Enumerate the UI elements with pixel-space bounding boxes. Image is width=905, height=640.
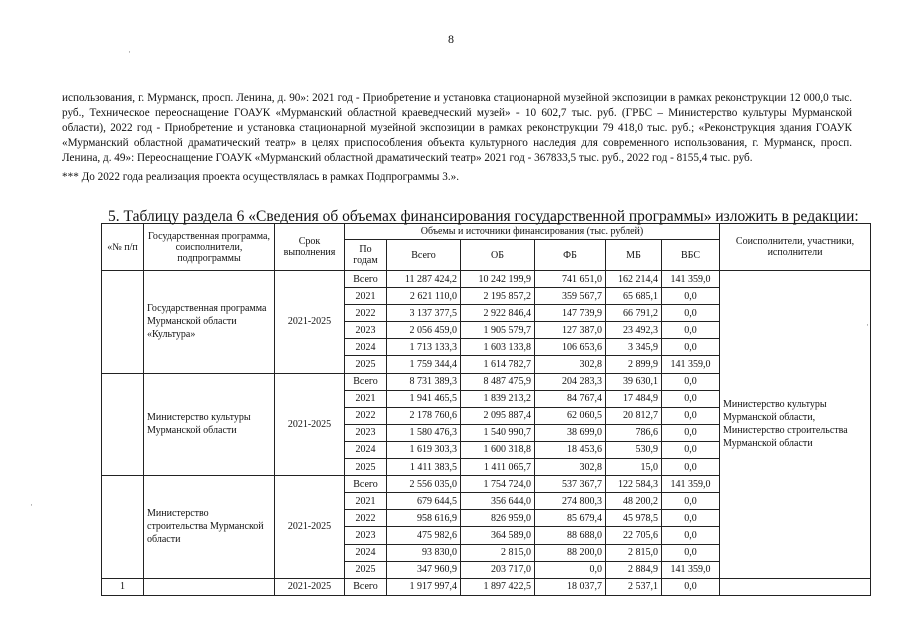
body-paragraph: использования, г. Мурманск, просп. Ленина, д. 90»: 2021 год - Приобретение и установка стационарной музейной экспозиции в рамках реконструкции 12 000,0 тыс. руб., Техническое переоснащение ГОАУК «Мурманский областной краеведческий музей» - 10 602,7 тыс. руб. (ГРБС – Министерство культуры Мурманской области), 2022 год - Приобретение и установка стационарной музейной экспозиции в рамках реконструкции 79 418,0 тыс. руб.; «Реконструкция здания ГОАУК «Мурманский областной драматический театр» в целях приспособления объекта культурного наследия для современного использования, г. Мурманск, просп. Ленина, д. 49»: Переоснащение ГОАУК «Мурманский областной драматический театр» 2021 год - 367833,5 тыс. руб., 2022 год - 8155,4 тыс. руб. [62, 92, 852, 164]
term-cell: 2021-2025 [275, 271, 345, 374]
year-cell: 2025 [345, 356, 387, 373]
year-cell: 2025 [345, 561, 387, 578]
year-cell: Всего [345, 578, 387, 595]
year-cell: 2023 [345, 527, 387, 544]
fb-cell: 147 739,9 [535, 305, 606, 322]
vbs-cell: 141 359,0 [662, 271, 720, 288]
total-cell: 93 830,0 [387, 544, 461, 561]
year-cell: 2024 [345, 544, 387, 561]
mb-cell: 22 705,6 [606, 527, 662, 544]
mb-cell: 3 345,9 [606, 339, 662, 356]
ob-cell: 1 905 579,7 [461, 322, 535, 339]
year-cell: 2022 [345, 305, 387, 322]
ob-cell: 1 754 724,0 [461, 476, 535, 493]
total-cell: 347 960,9 [387, 561, 461, 578]
year-cell: 2025 [345, 459, 387, 476]
year-cell: 2022 [345, 407, 387, 424]
total-cell: 475 982,6 [387, 527, 461, 544]
coexecutors-empty-cell [720, 578, 871, 595]
total-cell: 679 644,5 [387, 493, 461, 510]
mb-cell: 786,6 [606, 424, 662, 441]
total-cell: 1 917 997,4 [387, 578, 461, 595]
total-cell: 8 731 389,3 [387, 373, 461, 390]
ob-cell: 1 603 133,8 [461, 339, 535, 356]
fb-cell: 88 200,0 [535, 544, 606, 561]
mb-cell: 2 815,0 [606, 544, 662, 561]
vbs-cell: 0,0 [662, 407, 720, 424]
fb-cell: 274 800,3 [535, 493, 606, 510]
year-cell: 2024 [345, 441, 387, 458]
fb-cell: 537 367,7 [535, 476, 606, 493]
year-cell: 2022 [345, 510, 387, 527]
total-cell: 11 287 424,2 [387, 271, 461, 288]
term-cell: 2021-2025 [275, 578, 345, 595]
section-heading: 5. Таблицу раздела 6 «Сведения об объемах финансирования государственной программы» изложить в редакции: [108, 208, 859, 225]
table-row [102, 271, 871, 288]
mb-cell: 15,0 [606, 459, 662, 476]
year-cell: 2024 [345, 339, 387, 356]
header-ob: ОБ [461, 240, 535, 271]
vbs-cell: 0,0 [662, 305, 720, 322]
vbs-cell: 141 359,0 [662, 476, 720, 493]
vbs-cell: 0,0 [662, 424, 720, 441]
total-cell: 1 411 383,5 [387, 459, 461, 476]
row-num-cell [102, 373, 144, 476]
term-cell: 2021-2025 [275, 476, 345, 579]
vbs-cell: 0,0 [662, 527, 720, 544]
financing-table [101, 223, 871, 596]
ob-cell: 2 195 857,2 [461, 288, 535, 305]
ob-cell: 203 717,0 [461, 561, 535, 578]
ob-cell: 1 614 782,7 [461, 356, 535, 373]
footnote: *** До 2022 года реализация проекта осуществлялась в рамках Подпрограммы 3.». [62, 171, 460, 183]
vbs-cell: 0,0 [662, 373, 720, 390]
fb-cell: 359 567,7 [535, 288, 606, 305]
mb-cell: 2 884,9 [606, 561, 662, 578]
fb-cell: 0,0 [535, 561, 606, 578]
vbs-cell: 0,0 [662, 493, 720, 510]
scan-speck: · [866, 320, 869, 330]
year-cell: 2021 [345, 390, 387, 407]
total-cell: 1 619 303,3 [387, 441, 461, 458]
scan-speck: · [30, 500, 33, 510]
mb-cell: 66 791,2 [606, 305, 662, 322]
mb-cell: 2 899,9 [606, 356, 662, 373]
ob-cell: 1 839 213,2 [461, 390, 535, 407]
vbs-cell: 0,0 [662, 510, 720, 527]
program-name-cell: Министерство культуры Мурманской области [144, 373, 275, 476]
vbs-cell: 0,0 [662, 322, 720, 339]
total-cell: 3 137 377,5 [387, 305, 461, 322]
ob-cell: 356 644,0 [461, 493, 535, 510]
mb-cell: 65 685,1 [606, 288, 662, 305]
fb-cell: 302,8 [535, 459, 606, 476]
total-cell: 1 713 133,3 [387, 339, 461, 356]
ob-cell: 826 959,0 [461, 510, 535, 527]
year-cell: 2021 [345, 493, 387, 510]
total-cell: 958 616,9 [387, 510, 461, 527]
ob-cell: 1 897 422,5 [461, 578, 535, 595]
fb-cell: 741 651,0 [535, 271, 606, 288]
header-total: Всего [387, 240, 461, 271]
program-name-cell: Государственная программа Мурманской области «Культура» [144, 271, 275, 374]
ob-cell: 10 242 199,9 [461, 271, 535, 288]
mb-cell: 45 978,5 [606, 510, 662, 527]
total-cell: 1 759 344,4 [387, 356, 461, 373]
vbs-cell: 0,0 [662, 459, 720, 476]
year-cell: Всего [345, 373, 387, 390]
vbs-cell: 0,0 [662, 288, 720, 305]
vbs-cell: 141 359,0 [662, 356, 720, 373]
ob-cell: 2 815,0 [461, 544, 535, 561]
header-volumes: Объемы и источники финансирования (тыс. рублей) [345, 224, 720, 240]
fb-cell: 85 679,4 [535, 510, 606, 527]
total-cell: 1 941 465,5 [387, 390, 461, 407]
header-fb: ФБ [535, 240, 606, 271]
ob-cell: 8 487 475,9 [461, 373, 535, 390]
term-cell: 2021-2025 [275, 373, 345, 476]
fb-cell: 302,8 [535, 356, 606, 373]
row-num-cell [102, 476, 144, 579]
mb-cell: 2 537,1 [606, 578, 662, 595]
fb-cell: 38 699,0 [535, 424, 606, 441]
fb-cell: 18 037,7 [535, 578, 606, 595]
year-cell: 2023 [345, 322, 387, 339]
header-term: Срок выполнения [275, 224, 345, 271]
mb-cell: 48 200,2 [606, 493, 662, 510]
year-cell: 2023 [345, 424, 387, 441]
fb-cell: 18 453,6 [535, 441, 606, 458]
mb-cell: 39 630,1 [606, 373, 662, 390]
fb-cell: 84 767,4 [535, 390, 606, 407]
fb-cell: 106 653,6 [535, 339, 606, 356]
total-cell: 2 556 035,0 [387, 476, 461, 493]
total-cell: 2 056 459,0 [387, 322, 461, 339]
program-name-cell: Министерство строительства Мурманской области [144, 476, 275, 579]
year-cell: 2021 [345, 288, 387, 305]
table-row-total [102, 578, 871, 595]
vbs-cell: 0,0 [662, 390, 720, 407]
fb-cell: 62 060,5 [535, 407, 606, 424]
header-by-years: По годам [345, 240, 387, 271]
scan-speck: · [128, 47, 131, 57]
vbs-cell: 0,0 [662, 441, 720, 458]
program-cell [144, 578, 275, 595]
ob-cell: 2 922 846,4 [461, 305, 535, 322]
header-vbs: ВБС [662, 240, 720, 271]
fb-cell: 127 387,0 [535, 322, 606, 339]
header-mb: МБ [606, 240, 662, 271]
total-cell: 1 580 476,3 [387, 424, 461, 441]
year-cell: Всего [345, 271, 387, 288]
ob-cell: 1 600 318,8 [461, 441, 535, 458]
mb-cell: 530,9 [606, 441, 662, 458]
header-num: «№ п/п [102, 224, 144, 271]
row-num-cell [102, 271, 144, 374]
ob-cell: 1 540 990,7 [461, 424, 535, 441]
ob-cell: 2 095 887,4 [461, 407, 535, 424]
vbs-cell: 0,0 [662, 578, 720, 595]
mb-cell: 122 584,3 [606, 476, 662, 493]
vbs-cell: 141 359,0 [662, 561, 720, 578]
total-cell: 2 178 760,6 [387, 407, 461, 424]
vbs-cell: 0,0 [662, 544, 720, 561]
fb-cell: 88 688,0 [535, 527, 606, 544]
mb-cell: 23 492,3 [606, 322, 662, 339]
num-cell: 1 [102, 578, 144, 595]
header-program: Государственная программа, соисполнители, подпрограммы [144, 224, 275, 271]
mb-cell: 162 214,4 [606, 271, 662, 288]
page-number: 8 [448, 32, 454, 46]
ob-cell: 1 411 065,7 [461, 459, 535, 476]
vbs-cell: 0,0 [662, 339, 720, 356]
year-cell: Всего [345, 476, 387, 493]
fb-cell: 204 283,3 [535, 373, 606, 390]
coexecutors-cell: Министерство культуры Мурманской области, Министерство строительства Мурманской области [720, 271, 871, 579]
mb-cell: 17 484,9 [606, 390, 662, 407]
ob-cell: 364 589,0 [461, 527, 535, 544]
header-coexecutors: Соисполнители, участники, исполнители [720, 224, 871, 271]
mb-cell: 20 812,7 [606, 407, 662, 424]
total-cell: 2 621 110,0 [387, 288, 461, 305]
